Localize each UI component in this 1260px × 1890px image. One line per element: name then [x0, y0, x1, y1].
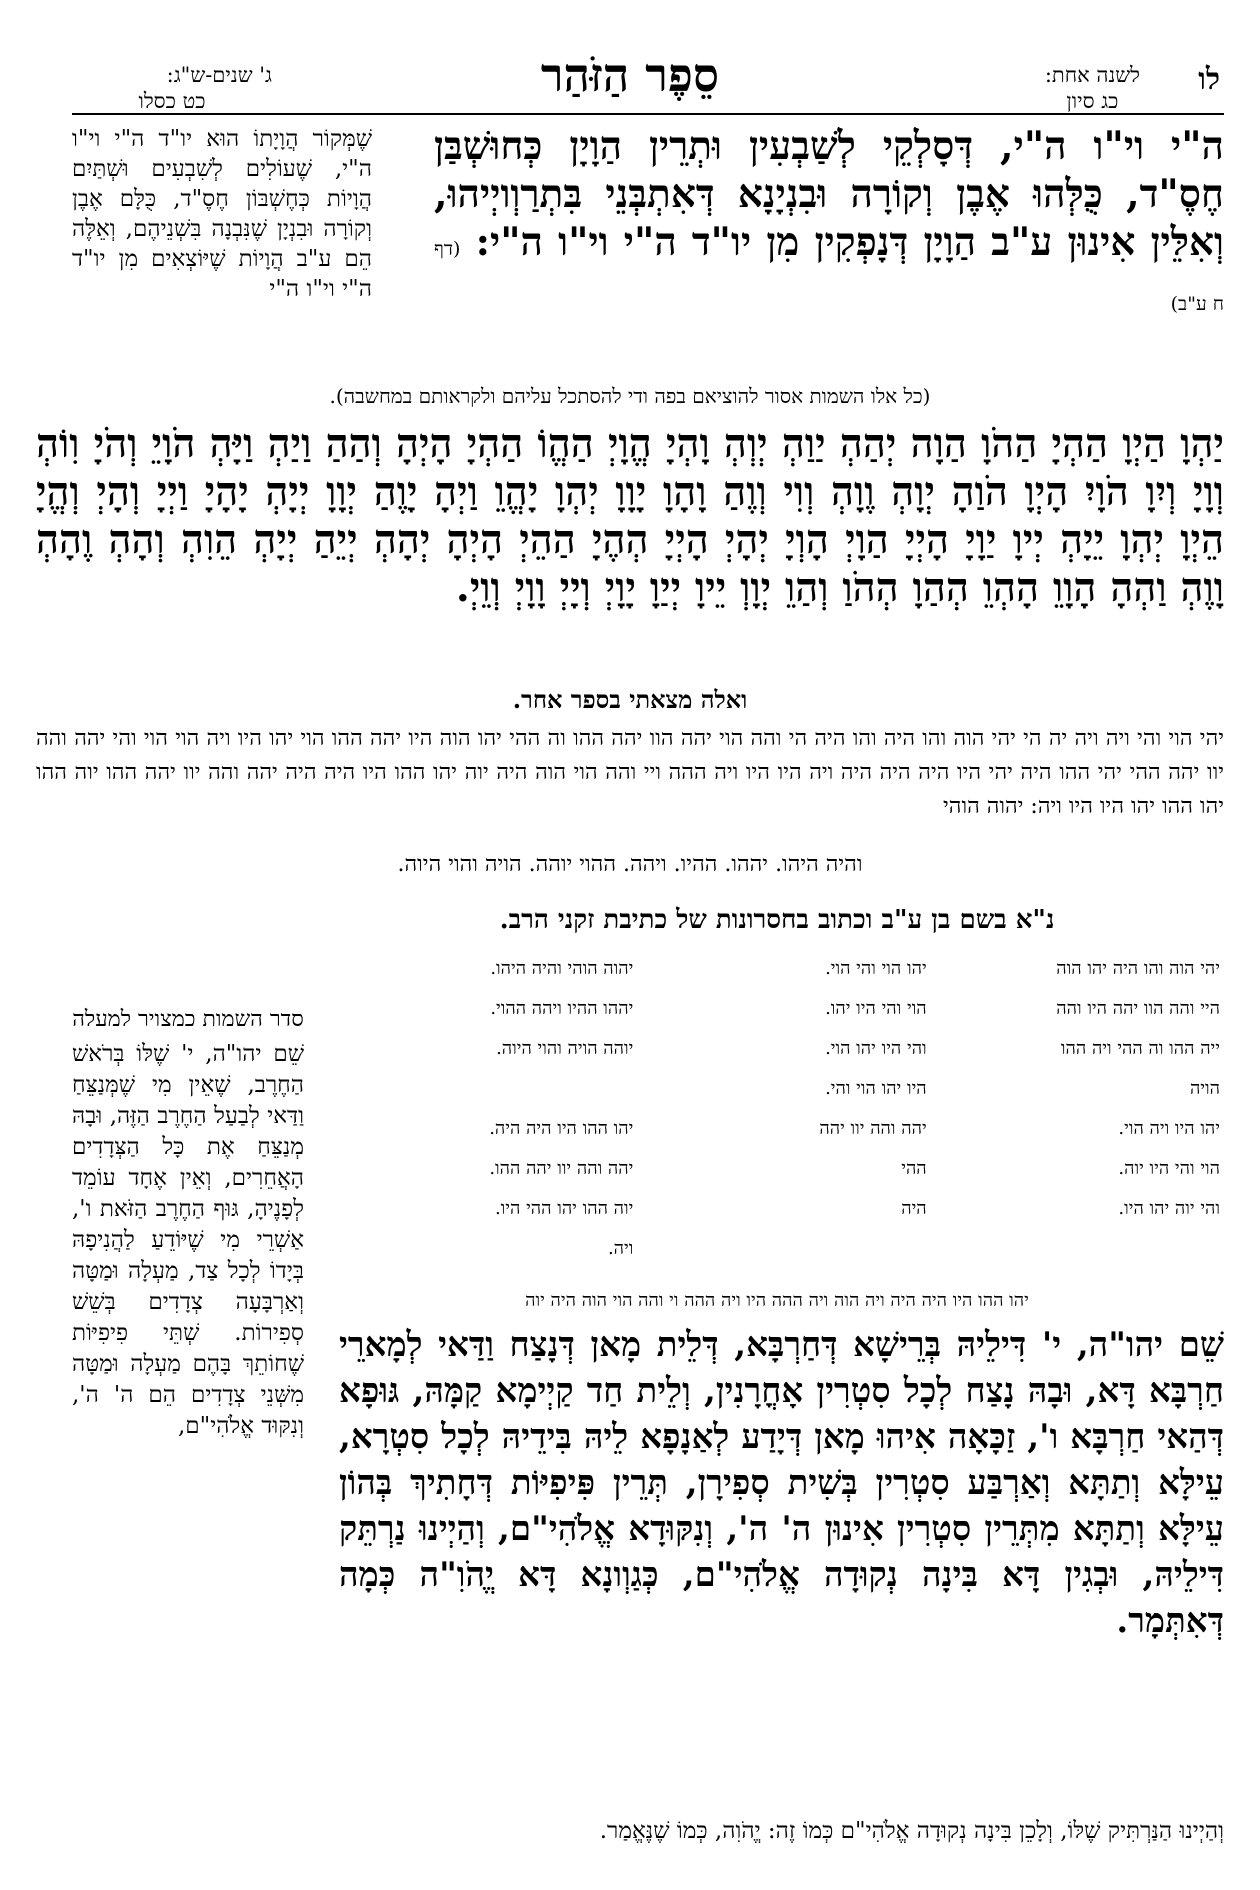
folio-reference: (דף ח ע"ב) [434, 238, 1224, 315]
table-cell: יהה והה יוו יהה [819, 1117, 927, 1139]
table-row [344, 948, 1224, 988]
other-book-heading: ואלה מצאתי בספר אחר. [512, 685, 748, 714]
table-cell: ויה. [607, 1237, 634, 1259]
names-table-footer: יהו ההו היו היה היה ויה הוה ויה ההה היו ויה ההה וי והה הוי הוה היה יוה [525, 1290, 1029, 1311]
bottom-translation-line: וְהַיְינוּ הַנַּרְתִּיק שֶׁלּוֹ, וְלָכֵן בִּינָה נְקוּדָה אֱלֹהִי"ם כְּמוֹ זֶה: יֱהֹוִה, כְּמוֹ שֶׁנֶּאֱמַר. [599, 1818, 1224, 1844]
table-cell: היה [901, 1197, 927, 1219]
table-cell: ההי [901, 1157, 927, 1179]
table-cell: יהו הוי והי הוי. [825, 957, 927, 979]
header-left-info [72, 62, 272, 114]
table-row [344, 1108, 1224, 1148]
table-row [344, 988, 1224, 1028]
side-translation-column [72, 1005, 304, 1442]
table-cell: יההו ההיו ויהה ההוי. [490, 997, 634, 1019]
table-row [344, 1148, 1224, 1188]
table-cell: היו יהו הוי והי. [825, 1077, 927, 1099]
page-number: לו [1198, 62, 1220, 97]
table-cell: יוה ההו יהו ההי היו. [494, 1197, 634, 1219]
names-table-heading: נ"א בשם בן ע"ב וכתוב בחסרונות של כתיבת זקני הרב. [499, 905, 1055, 935]
table-cell: יהי הוה והו היה יהו הוה [1056, 957, 1220, 979]
table-cell: יוהה הויה והוי היוה. [496, 1037, 634, 1059]
table-cell: הוי והי היו יהו. [825, 997, 927, 1019]
warning-note: (כל אלו השמות אסור להוציאם בפה ודי להסתכל עליהם ולקראותם במחשבה). [329, 384, 931, 408]
names-table [344, 948, 1224, 1268]
table-cell: הוי והי היו יוה. [1118, 1157, 1220, 1179]
top-translation-text: שֶׁמְּקוֹר הֲוָיָתוֹ הוּא יו"ד ה"י וי"ו ה"י, שֶׁעוֹלִים לְשִׁבְעִים וּשְׁתַּיִם הֲוָיוֹת כְּחֶשְׁבּוֹן חֶסֶ"ד, כֻּלָּם אֶבֶן וְקוֹרָה וּבִנְיָן שֶׁנִּבְנָה בִּשְׁנֵיהֶם, וְאֵלֶּה הֵם ע"ב הֲוָיוֹת שֶׁיּוֹצְאִים מִן יו"ד ה"י וי"ו ה"י [72, 126, 372, 302]
header-left-line1: ג' שנים-ש"ג: [166, 63, 272, 87]
table-cell: יהו היו ויה הוי. [1118, 1117, 1220, 1139]
table-row [344, 1068, 1224, 1108]
other-book-names: יהי הוי והי ויה ויה יה הי יהי הוה והו היה והו היה הי והה הוי יהה הוו יהה ההו וה ההי יהו הוה היו יהה ההו הוי יהו היו ויה הוי הוי והי יהה והה יוו יהה ההי יהי ההו היה יהי היו היה היה היה ויה היו היו ויה ההה ויי והה הוי הוה היה יוה יהו ההו היו היה היה יהה והה יוו יהה ההו יוה ההו יהו ההו יהו היו היו ויה: יהוה הוהי [36, 726, 1224, 819]
book-title: סֵפֶר הַזֹּהַר [540, 48, 720, 102]
header-right-line1: לשנה אחת: [1044, 63, 1140, 87]
other-book-names-last-line: והיה היהו. יההו. ההיו. ויהה. ההוי יוהה. הויה והוי היוה. [397, 852, 863, 877]
bottom-zohar-text: שֵׁם יהו"ה, י' דִּילֵיהּ בְּרֵישָׁא דְּחַרְבָּא, דְּלֵית מָאן דְּנָצַח וַדַּאי לְמָארֵי חַרְבָּא דָּא, וּבָהּ נָצַח לְכָל סִטְרִין אָחֳרָנִין, וְלֵית חַד קַיְימָא קַמָּהּ, גּוּפָא דְּהַאי חַרְבָּא ו', זַכָּאָה אִיהוּ מָאן דְּיָדַע לְאַנָפָא לֵיהּ בִּידֵיהּ לְכָל סִטְרָא, עֵילָּא וְתַתָּא וְאַרְבַּע סִטְרִין בְּשִׁית סְפִירָן, תְּרֵין פִּיפִיּוֹת דְּחָתִיךְ בְּהוֹן עֵילָּא וְתַתָּא מִתְּרֵין סִטְרִין אִינוּן ה' ה', וְנִקּוּדָא אֱלֹהִי"ם, וְהַיְינוּ נַרְתֵּק דִּילֵיהּ, וּבְגִין דָּא בִּינָה נְקוּדָה אֱלֹהִי"ם, כְּגַוְונָא דָּא יֱהֹוִ"ה כְּמָה דְּאִתְּמָר. [339, 1325, 1224, 1641]
table-cell [931, 1228, 1224, 1268]
table-row [344, 1028, 1224, 1068]
header-right-line2: כג סיון [1066, 89, 1119, 113]
table-cell [344, 1068, 637, 1108]
table-cell: יהו ההו היו היה היה. [489, 1117, 634, 1139]
top-zohar-text [434, 122, 1224, 328]
table-row [344, 1228, 1224, 1268]
table-cell: היי והה הוו יהה היו והה [1056, 997, 1220, 1019]
header-divider [72, 113, 1224, 115]
table-cell: יהוה הוהי והיה היהו. [490, 957, 634, 979]
header-left-line2: כט כסלו [138, 89, 206, 113]
table-cell: והי היו יהו הוי. [825, 1037, 927, 1059]
side-column-heading: סדר השמות כמצויר למעלה [72, 1007, 304, 1032]
table-cell [637, 1228, 930, 1268]
side-column-text: שֵׁם יהו"ה, י' שֶׁלּוֹ בְּרֹאשׁ הַחֶרֶב, שֶׁאֵין מִי שֶׁמְּנַצֵּחַ וַדַּאי לְבַעַל הַחֶרֶב הַזֶּה, וּבָהּ מְנַצֵּחַ אֶת כָּל הַצְּדָדִים הָאֲחֵרִים, וְאֵין אֶחָד עוֹמֵד לְפָנֶיהָ, גּוּף הַחֶרֶב הַזֹּאת ו', אַשְׁרֵי מִי שֶׁיּוֹדֵעַ לַהֲנִיפָהּ בְּיָדוֹ לְכָל צַד, מַעְלָה וּמַטָּה וְאַרְבָּעָה צְדָדִים בְּשֵׁשׁ סְפִירוֹת. שְׁתֵּי פִיפִיּוֹת שֶׁחוֹתֵךְ בָּהֶם מַעְלָה וּמַטָּה מִשְּׁנֵי צְדָדִים הֵם ה' ה', וְנִקּוּד אֱלֹהִי"ם, [72, 1041, 304, 1439]
table-cell: יהה והה יוו יהה ההו. [489, 1157, 634, 1179]
table-cell: הויה [1189, 1077, 1220, 1099]
top-zohar-body: ה"י וי"ו ה"י, דְּסָלְקֵי לְשַׁבְעִין וּתְרֵין הַוָיָן כְּחוּשְׁבַּן חֶסֶ"ד, כֻּלְּהוּ אֶבֶן וְקוֹרָה וּבִנְיָנָא דְּאִתְבְּנֵי בִּתְרַוְויְיהוּ, וְאִלֵּין אִינוּן ע"ב הַוָיָן דְּנָפְקִין מִן יו"ד ה"י וי"ו ה"י: [434, 123, 1224, 265]
table-cell: והי יוה יהו היו. [1118, 1197, 1220, 1219]
table-cell: ייה ההו וה ההי ויה ההו [1060, 1037, 1220, 1059]
table-row [344, 1188, 1224, 1228]
divine-names-block: יַהְוָ הַיְוָ הַהְיָ הַהֹוָ הַוָה יְהַהְ יַוַהְ יְוְהְ וָהְיָ הֱוָיְ הַהֱוֹ הַהְיָ הָיְהָ וְהַהַ וַיַהְ וַיָּהְ הֹוָיֵ וְהֹיָ וִוֹהְ וְוָיָ וְיִוָ הֹוָיִ הָיְוָ הֹוַהָ יְוָהְ וֶוָהְ וְוִי וְוֶהַ וָהָוָ יָוָוָ יְהְוָ יָהֱוֵ וַיְהָ יָוֶהַ יְוָוָ יְיָהְ יָהָיָ וַיְיָ וְהָיְ וְהֱיָ הֵיְוָ יְהְוָ יֵיָהְ יְיוָ יַוָיָ הָיְיָ הַוָיְ הָוְיָ יְהָיְ הָיְיָ הְהֶיָ הַהֵיְ הָיְהָ יְהָהְ יְיֵהַ יְיָהְ הֵוִהְ וְהָהְ וֶהָהְ וָוֶהְ וַהְהָ הָוָוֵ הָהְוֵ הְהַוָ הְהֹוַ וְהַוֵ יְוָוְ יֵיוָ יְיַוָ יָוָיְ וְיָיְ וָוָיְ וְוֵיְ. [36, 420, 1225, 611]
